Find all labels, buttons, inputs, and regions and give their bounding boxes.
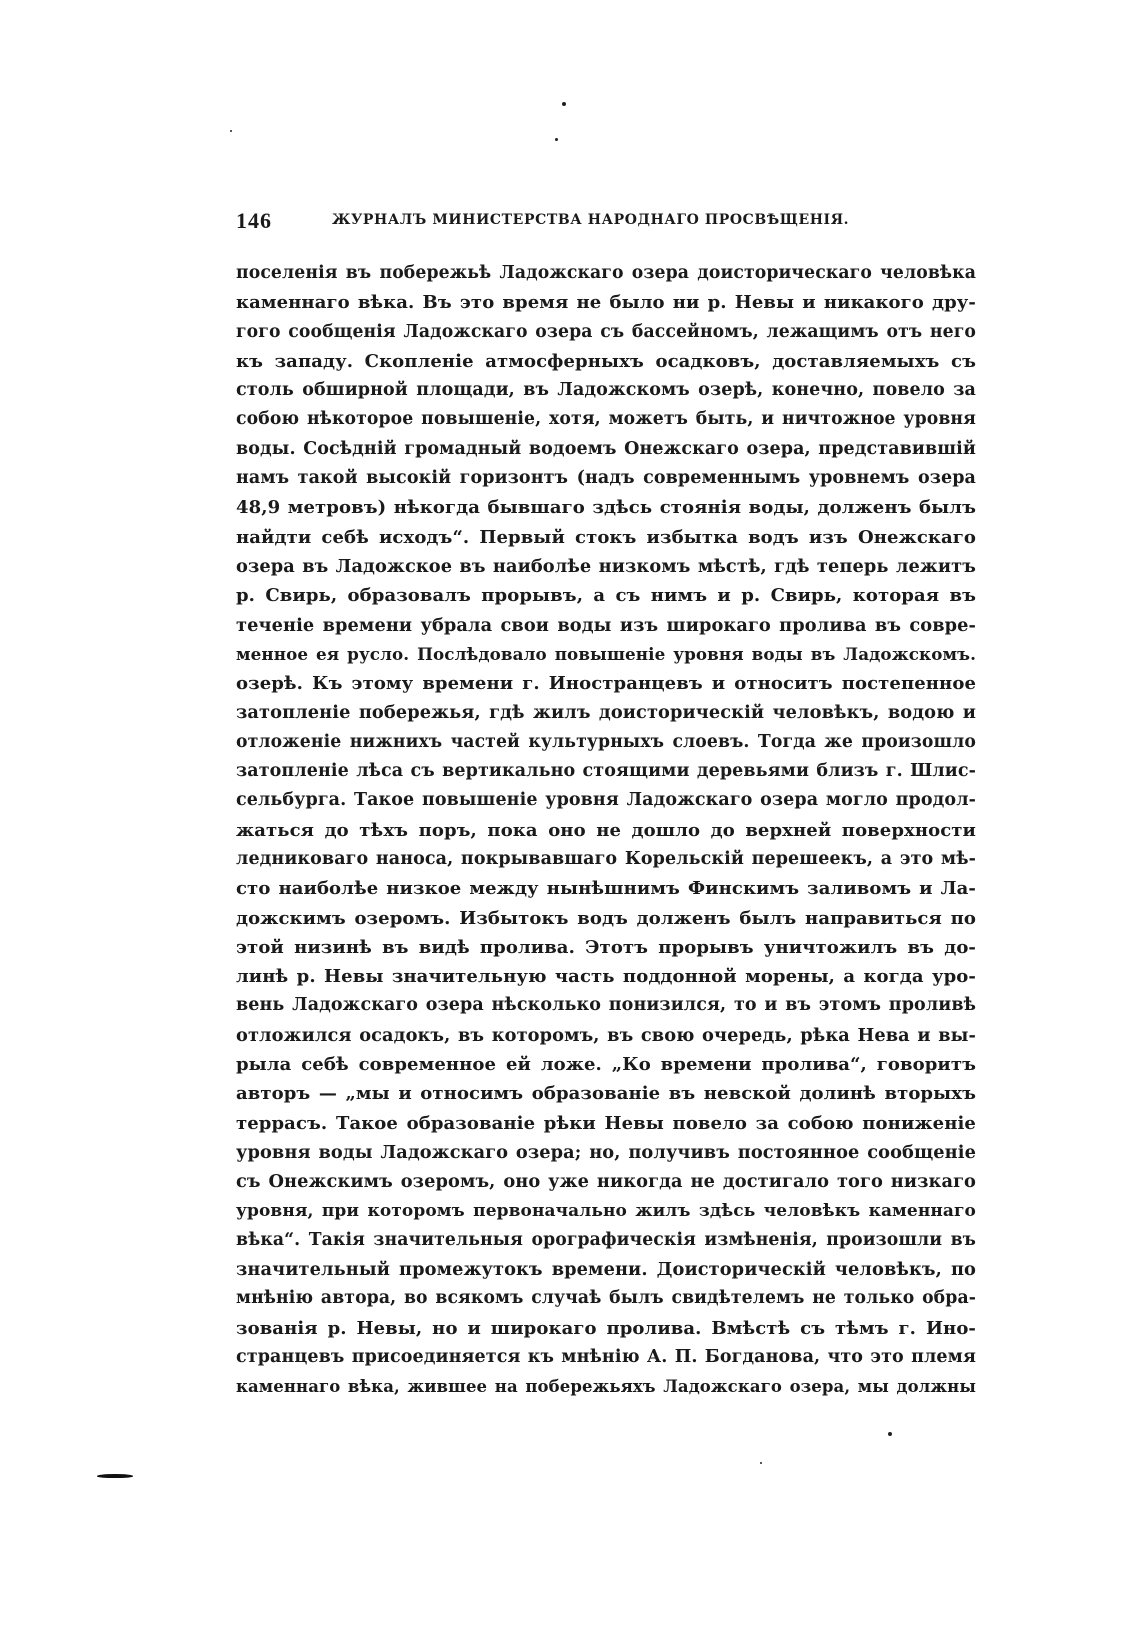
text-line: каменнаго вѣка, жившее на побережьяхъ Ладожскаго озера, мы должны [236,1377,976,1397]
text-line: теченіе времени убрала свои воды изъ широкаго пролива въ совре- [236,614,976,636]
scan-speck [888,1432,892,1436]
scan-margin-mark [97,1474,133,1478]
text-line: затопленіе побережья, гдѣ жилъ доисторическій человѣкъ, водою и [236,702,976,724]
text-line: поселенія въ побережьѣ Ладожскаго озера доисторическаго человѣка [236,263,976,283]
text-line: съ Онежскимъ озеромъ, оно уже никогда не достигало того низкаго [236,1171,976,1193]
text-line: террасъ. Такое образованіе рѣки Невы повело за собою пониженіе [236,1112,976,1134]
scan-speck [562,102,566,106]
text-line: р. Свирь, образовалъ прорывъ, а съ нимъ и р. Свирь, которая въ [236,585,976,607]
text-line: отложеніе нижнихъ частей культурныхъ слоевъ. Тогда же произошло [236,731,976,752]
text-line: затопленіе лѣса съ вертикально стоящими деревьями близъ г. Шлис- [236,761,976,782]
text-line: сельбурга. Такое повышеніе уровня Ладожскаго озера могло продол- [236,790,976,811]
text-line: значительный промежутокъ времени. Доисторическій человѣкъ, по [236,1259,976,1281]
text-line: авторъ — „мы и относимъ образованіе въ невской долинѣ вторыхъ [236,1083,976,1105]
text-line: уровня, при которомъ первоначально жилъ здѣсь человѣкъ каменнаго [236,1200,976,1221]
text-line: вень Ладожскаго озера нѣсколько понизился, то и въ этомъ проливѣ [236,995,976,1016]
text-line: намъ такой высокій горизонтъ (надъ современнымъ уровнемъ озера [236,468,976,489]
body-text [236,259,976,1402]
text-line: жаться до тѣхъ поръ, пока оно не дошло до верхней поверхности [236,819,976,841]
text-line: озера въ Ладожское въ наиболѣе низкомъ мѣстѣ, гдѣ теперь лежитъ [236,555,976,577]
text-line: столь обширной площади, въ Ладожскомъ озерѣ, конечно, повело за [236,380,976,401]
text-line: сто наиболѣе низкое между нынѣшнимъ Финскимъ заливомъ и Ла- [236,878,976,900]
text-line: озерѣ. Къ этому времени г. Иностранцевъ и относитъ постепенное [236,673,976,695]
text-line: мнѣнію автора, во всякомъ случаѣ былъ свидѣтелемъ не только обра- [236,1288,976,1309]
text-line: найдти себѣ исходъ“. Первый стокъ избытка водъ изъ Онежскаго [236,526,976,548]
text-line: странцевъ присоединяется къ мнѣнію А. П. Богданова, что это племя [236,1346,976,1367]
text-line: ледниковаго наноса, покрывавшаго Корельскій перешеекъ, а это мѣ- [236,848,976,869]
text-line: воды. Сосѣдній громадный водоемъ Онежскаго озера, представившій [236,438,976,459]
text-line: дожскимъ озеромъ. Избытокъ водъ долженъ былъ направиться по [236,907,976,929]
text-line: зованія р. Невы, но и широкаго пролива. Вмѣстѣ съ тѣмъ г. Ино- [236,1317,976,1339]
page-number: 146 [236,208,272,233]
text-line: вѣка“. Такія значительныя орографическія измѣненія, произошли въ [236,1229,976,1250]
page-header [236,208,886,238]
text-line: отложился осадокъ, въ которомъ, въ свою очередь, рѣка Нева и вы- [236,1024,976,1046]
scan-speck [555,138,558,141]
text-line: 48,9 метровъ) нѣкогда бывшаго здѣсь стоянія воды, долженъ былъ [236,497,976,519]
text-line: рыла себѣ современное ей ложе. „Ко времени пролива“, говоритъ [236,1054,976,1076]
text-line: этой низинѣ въ видѣ пролива. Этотъ прорывъ уничтожилъ въ до- [236,936,976,958]
scan-speck [760,1462,762,1464]
running-head: ЖУРНАЛЪ МИНИСТЕРСТВА НАРОДНАГО ПРОСВѢЩЕНІЯ. [332,212,850,228]
scan-speck [230,130,232,132]
text-line: линѣ р. Невы значительную часть поддонной морены, а когда уро- [236,966,976,988]
text-line: каменнаго вѣка. Въ это время не было ни р. Невы и никакого дру- [236,292,976,314]
text-line: уровня воды Ладожскаго озера; но, получивъ постоянное сообщеніе [236,1141,976,1163]
text-line: гого сообщенія Ладожскаго озера съ бассейномъ, лежащимъ отъ него [236,321,976,342]
text-line: менное ея русло. Послѣдовало повышеніе уровня воды въ Ладожскомъ. [236,643,976,664]
text-line: собою нѣкоторое повышеніе, хотя, можетъ быть, и ничтожное уровня [236,409,976,430]
text-line: къ западу. Скопленіе атмосферныхъ осадковъ, доставляемыхъ съ [236,350,976,372]
